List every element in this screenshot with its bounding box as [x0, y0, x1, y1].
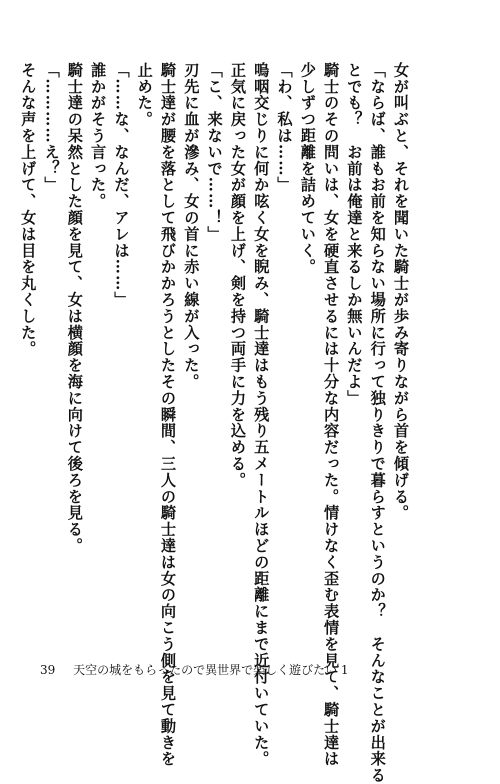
text-line: 止めた。	[135, 62, 154, 128]
text-line: 誰かがそう言った。	[89, 62, 108, 210]
text-line: 「……な、なんだ、アレは……」	[112, 62, 131, 308]
text-line: 騎士達の呆然とした顔を見て、女は横顔を海に向けて後ろを見る。	[65, 62, 84, 554]
text-line: 女が叫ぶと、それを聞いた騎士が歩み寄りながら首を傾げる。	[392, 62, 410, 522]
text-line: 嗚咽交じりに何か呟く女を睨み、騎士達はもう残り五メートルほどの距離にまで近付いていた。	[252, 62, 271, 768]
running-title: 天空の城をもらったので異世界で楽しく遊びたい 1	[73, 663, 349, 677]
text-line: 「…………え？」	[42, 62, 61, 194]
text-line: 刃先に血が滲み、女の首に赤い線が入った。	[182, 62, 201, 390]
text-line: 正気に戻った女が顔を上げ、剣を持つ両手に力を込める。	[228, 62, 247, 489]
text-line: 騎士達が腰を落として飛びかかろうとしたその瞬間、三人の騎士達は女の向こう側を見て動きを	[159, 62, 178, 768]
page-number: 39	[40, 663, 56, 677]
text-line: とでも？ お前は俺達と来るしか無いんだよ」	[345, 62, 364, 407]
text-line: 「こ、来ないで……！」	[205, 62, 224, 243]
text-line: 「わ、私は……」	[275, 62, 294, 194]
text-line: そんな声を上げて、女は目を丸くした。	[19, 62, 38, 358]
text-line: 少しずつ距離を詰めていく。	[298, 62, 317, 276]
page-footer	[40, 663, 349, 677]
text-line: 騎士のその問いは、女を硬直させるには十分な内容だった。情けなく歪む表情を見て、騎士達は	[322, 62, 341, 768]
text-line: 「ならば、誰もお前を知らない場所に行って独りきりで暮らすというのか？ そんなことが出来る	[368, 62, 387, 784]
